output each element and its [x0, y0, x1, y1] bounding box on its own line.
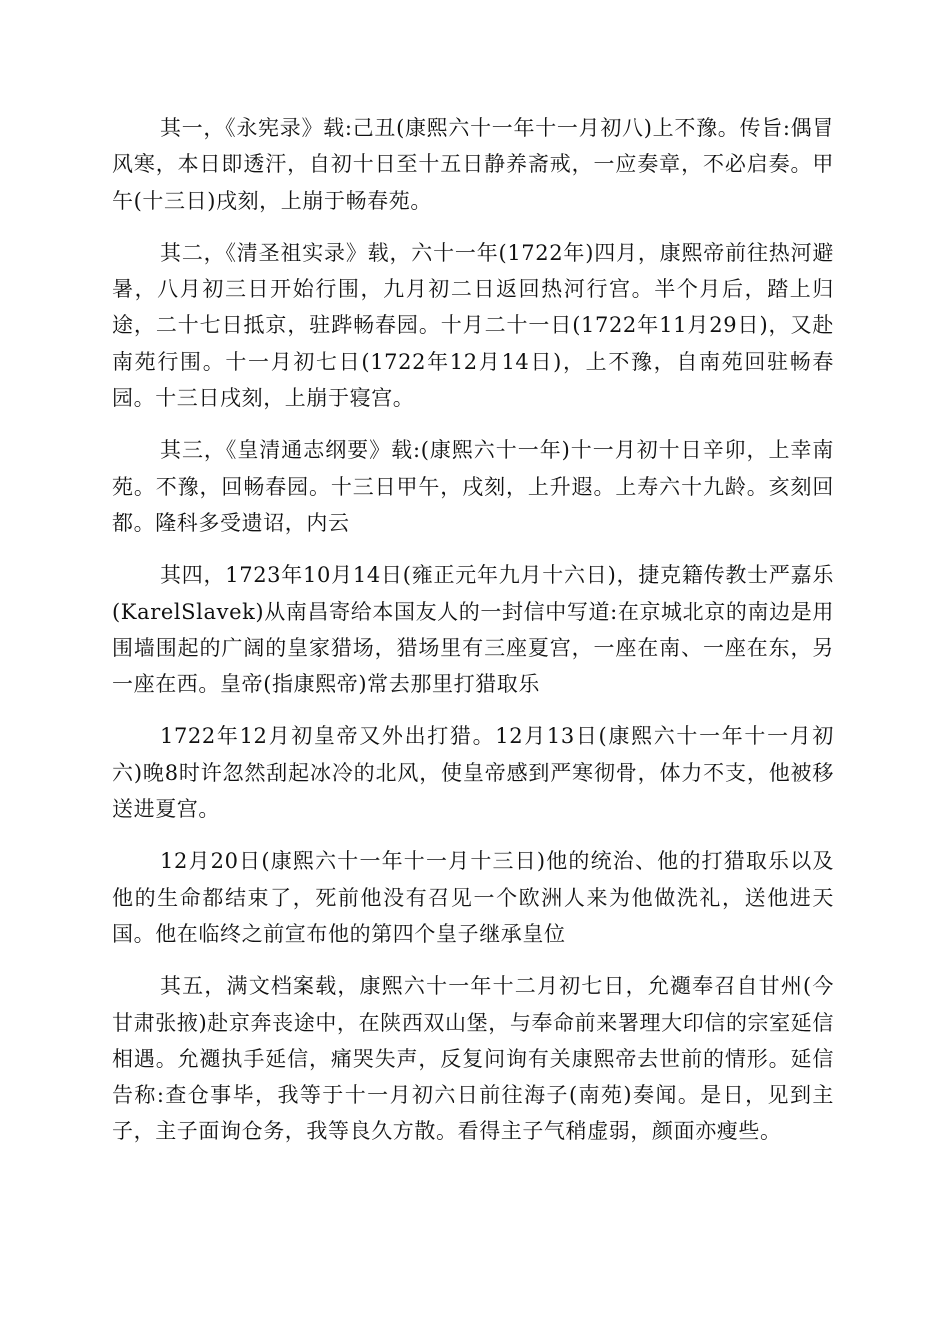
paragraph-5: 1722年12月初皇帝又外出打猎。12月13日(康熙六十一年十一月初六)晚8时许忽然刮起冰冷的北风，使皇帝感到严寒彻骨，体力不支，他被移送进夏宫。 — [112, 724, 834, 822]
paragraph-3: 其三，《皇清通志纲要》载:(康熙六十一年)十一月初十日辛卯，上幸南苑。不豫，回畅春园。十三日甲午，戌刻，上升遐。上寿六十九龄。亥刻回都。隆科多受遗诏，内云 — [112, 438, 834, 535]
paragraph-2: 其二，《清圣祖实录》载，六十一年(1722年)四月，康熙帝前往热河避暑，八月初三日开始行围，九月初二日返回热河行宫。半个月后，踏上归途，二十七日抵京，驻跸畅春园。十月二十一日(1722年11月29日)，又赴南苑行围。十一月初七日(1722年12月14日)，上不豫，自南苑回驻畅春园。十三日戌刻，上崩于寝宫。 — [112, 240, 834, 411]
paragraph-1: 其一，《永宪录》载:己丑(康熙六十一年十一月初八)上不豫。传旨:偶冒风寒，本日即透汗，自初十日至十五日静养斋戒，一应奏章，不必启奏。甲午(十三日)戌刻，上崩于畅春苑。 — [112, 116, 834, 213]
document-body — [112, 110, 834, 1166]
paragraph-4: 其四，1723年10月14日(雍正元年九月十六日)，捷克籍传教士严嘉乐(KarelSlavek)从南昌寄给本国友人的一封信中写道:在京城北京的南边是用围墙围起的广阔的皇家猎场，猎场里有三座夏宫，一座在南、一座在东，另一座在西。皇帝(指康熙帝)常去那里打猎取乐 — [112, 563, 834, 697]
paragraph-7: 其五，满文档案载，康熙六十一年十二月初七日，允禵奉召自甘州(今甘肃张掖)赴京奔丧途中，在陕西双山堡，与奉命前来署理大印信的宗室延信相遇。允禵执手延信，痛哭失声，反复问询有关康熙帝去世前的情形。延信告称:查仓事毕，我等于十一月初六日前往海子(南苑)奏闻。是日，见到主子，主子面询仓务，我等良久方散。看得主子气稍虚弱，颜面亦瘦些。 — [112, 974, 834, 1144]
paragraph-6: 12月20日(康熙六十一年十一月十三日)他的统治、他的打猎取乐以及他的生命都结束了，死前他没有召见一个欧洲人来为他做洗礼，送他进天国。他在临终之前宣布他的第四个皇子继承皇位 — [112, 849, 834, 946]
